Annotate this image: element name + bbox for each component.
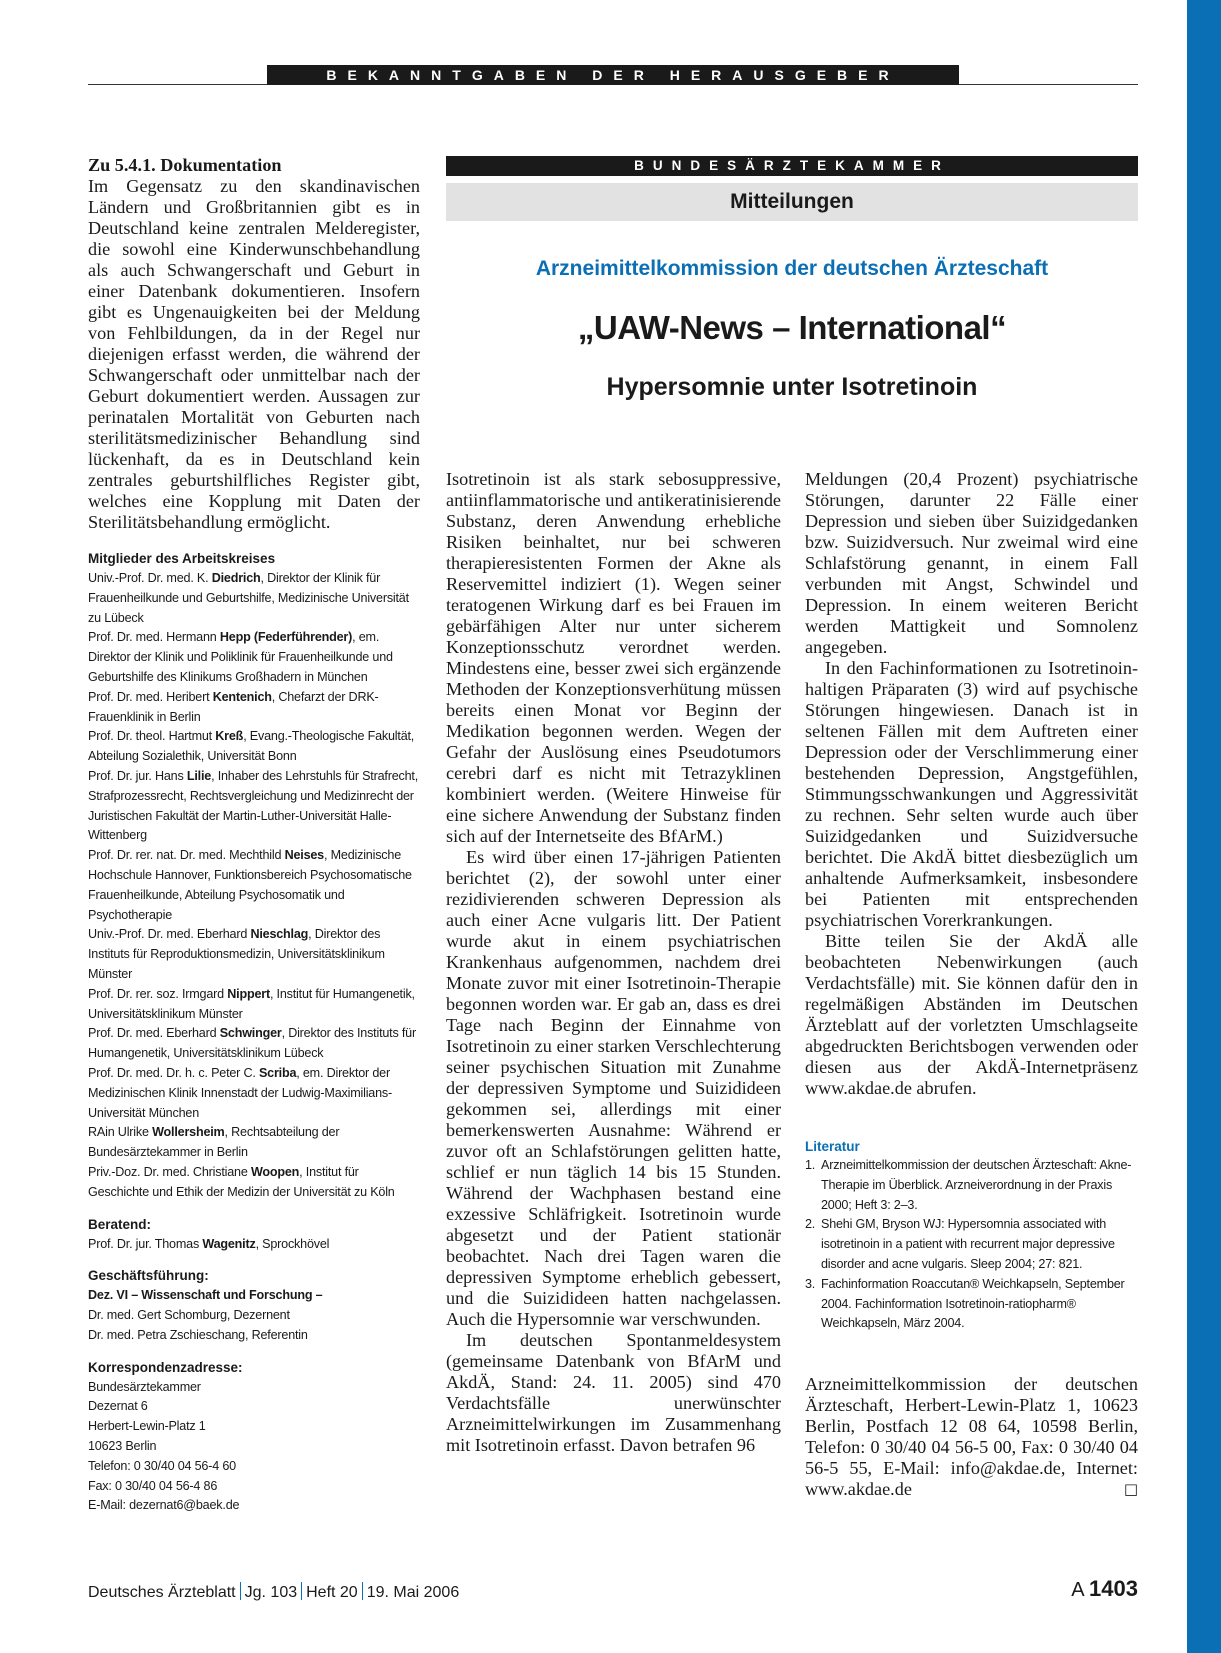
management-title: Geschäftsführung: xyxy=(88,1268,209,1284)
member-entry: Prof. Dr. med. Heribert Kentenich, Chefarzt der DRK-Frauenklinik in Berlin xyxy=(88,689,379,724)
article-category: Mitteilungen xyxy=(446,183,1138,221)
footer-issue: Heft 20 xyxy=(306,1584,358,1601)
member-entry: Prof. Dr. theol. Hartmut Kreß, Evang.-Theologische Fakultät, Abteilung Sozialethik, Universität Bonn xyxy=(88,729,415,764)
footer-date: 19. Mai 2006 xyxy=(366,1584,460,1601)
member-entry: Prof. Dr. rer. soz. Irmgard Nippert, Institut für Humangenetik, Universitätsklinikum Münster xyxy=(88,986,415,1021)
article-contact: Arzneimittelkommission der deutschen Ärzteschaft, Herbert-Lewin-Platz 1, 10623 Berlin, Postfach 12 08 64, 10598 Berlin, Telefon: 0 30/40 04 56-5 00, Fax: 0 30/40 04 56-5 55, E-Mail: info@akdae.de, Internet: www.akdae.de □ xyxy=(805,1374,1138,1500)
contact-line: Fax: 0 30/40 04 56-4 86 xyxy=(88,1478,218,1493)
article-paragraph: In den Fachinformationen zu Isotretinoin-haltigen Präparaten (3) wird auf psychische Störungen hingewiesen. Danach ist in seltenen Fällen mit dem Auftreten einer Depression oder der Verschlimmerung einer bestehenden Depression, Angstgefühlen, Stimmungsschwankungen und Aggressivität zu rechnen. Sehr selten wurde auch über Suizidgedanken und Suizidversuche berichtet. Die AkdÄ bittet diesbezüglich um anhaltende Aufmerksamkeit, insbesondere bei Patienten mit entsprechenden psychiatrischen Vorerkrankungen. xyxy=(805,658,1138,930)
left-column xyxy=(88,155,420,1516)
article-title: „UAW-News – International“ xyxy=(577,309,1007,346)
members-list xyxy=(88,569,420,1203)
contact-line: Dezernat 6 xyxy=(88,1399,148,1414)
member-entry: Prof. Dr. med. Hermann Hepp (Federführender), em. Direktor der Klinik und Poliklinik für Frauenheilkunde und Geburtshilfe des Klinikums Großhadern in München xyxy=(88,630,393,684)
contact-line: Herbert-Lewin-Platz 1 xyxy=(88,1419,206,1434)
article-header xyxy=(446,156,1138,402)
section-header: BEKANNTGABEN DER HERAUSGEBER xyxy=(267,65,959,85)
management-line-1: Dr. med. Gert Schomburg, Dezernent xyxy=(88,1308,290,1323)
page-number: A 1403 xyxy=(1071,1576,1138,1601)
member-entry: Priv.-Doz. Dr. med. Christiane Woopen, Institut für Geschichte und Ethik der Medizin der Universität zu Köln xyxy=(88,1164,395,1199)
member-entry: Prof. Dr. med. Eberhard Schwinger, Direktor des Instituts für Humangenetik, Universitätsklinikum Lübeck xyxy=(88,1026,416,1061)
member-entry: Prof. Dr. jur. Hans Lilie, Inhaber des Lehrstuhls für Strafrecht, Strafprozessrecht, Rechtsvergleichung und Medizinrecht der Juristischen Fakultät der Martin-Luther-Universität Halle-Wittenberg xyxy=(88,768,418,843)
contact-title: Korrespondenzadresse: xyxy=(88,1359,243,1375)
color-strip xyxy=(1187,0,1221,1653)
management-line-2: Dr. med. Petra Zschieschang, Referentin xyxy=(88,1327,308,1342)
article-organization: Arzneimittelkommission der deutschen Ärzteschaft xyxy=(535,257,1049,280)
end-mark: □ xyxy=(1123,1480,1138,1499)
article-paragraph: Meldungen (20,4 Prozent) psychiatrische Störungen, darunter 22 Fälle einer Depression und sieben über Suizidgedanken bzw. Suizidversuch. Nur zweimal wird eine Schlafstörung genannt, in einem Fall verbunden mit Angst, Schwindel und Depression. In einem weiteren Bericht werden Mattigkeit und Somnolenz angegeben. xyxy=(805,469,1138,657)
advisor-title: Beratend: xyxy=(88,1216,152,1232)
article-column-2 xyxy=(805,469,1138,1500)
article-paragraph: Es wird über einen 17-jährigen Patienten berichtet (2), der sowohl unter einer rezidivierenden schweren Depression als auch einer Acne vulgaris litt. Der Patient wurde akut in einem psychiatrischen Krankenhaus aufgenommen, nachdem drei Monate zuvor mit einer Isotretinoin-Therapie begonnen worden war. Er gab an, dass es drei Tage nach Beginn der Einnahme von Isotretinoin zu einer starken Verschlechterung seiner psychischen Situation mit Zunahme der depressiven Symptome und Suizidideen gekommen sei, allerdings mit einer bemerkenswerten Ausnahme: Während er zuvor oft an Schlafstörungen gelitten hatte, schlief er nun täglich 14 bis 15 Stunden. Während der Wachphasen bestand eine exzessive Schläfrigkeit. Isotretinoin wurde abgesetzt und der Patient stationär beobachtet. Nach drei Tagen waren die depressiven Symptome erheblich gebessert, und die Suizidideen hatten nachgelassen. Auch die Hypersomnie war verschwunden. xyxy=(446,847,781,1329)
contact-line: Bundesärztekammer xyxy=(88,1379,201,1394)
member-entry: RAin Ulrike Wollersheim, Rechtsabteilung der Bundesärztekammer in Berlin xyxy=(88,1125,340,1160)
section-body: Im Gegensatz zu den skandinavischen Ländern und Großbritannien gibt es in Deutschland keine zentralen Melderegister, die sowohl eine Kinderwunschbehandlung als auch Schwangerschaft und Geburt in einer Datenbank dokumentieren. Insofern gibt es Ungenauigkeiten bei der Meldung von Fehlbildungen, da in der Regel nur diejenigen erfasst werden, die während der Schwangerschaft oder unmittelbar nach der Geburt dokumentiert werden. Aussagen zur perinatalen Mortalität von Geburten nach sterilitätsmedizinischer Behandlung sind lückenhaft, da es in Deutschland kein zentrales geburtshilfliches Register gibt, welches eine Kopplung mit Daten der Sterilitätsbehandlung ermöglicht. xyxy=(88,176,420,532)
article-section-bar: BUNDESÄRZTEKAMMER xyxy=(446,156,1138,176)
footer-journal: Deutsches Ärzteblatt xyxy=(88,1584,236,1601)
footer-citation xyxy=(88,1582,459,1602)
member-entry: Univ.-Prof. Dr. med. K. Diedrich, Direktor der Klinik für Frauenheilkunde und Geburtshilfe, Medizinische Universität zu Lübeck xyxy=(88,571,409,625)
contact-line: Telefon: 0 30/40 04 56-4 60 xyxy=(88,1458,236,1473)
article-paragraph: Isotretinoin ist als stark sebosuppressive, antiinflammatorische und antikeratinisierende Substanz, deren Anwendung erhebliche Risiken beinhaltet, nur bei schweren therapieresistenten Formen der Akne als Reservemittel indiziert (1). Wegen seiner teratogenen Wirkung darf es bei Frauen im gebärfähigen Alter nur unter sicherem Konzeptionsschutz verordnet werden. Mindestens eine, besser zwei sich ergänzende Methoden der Konzeptionsverhütung müssen bereits einen Monat vor Beginn der Medikation begonnen werden. Wegen der Gefahr der Auslösung eines Pseudotumors cerebri darf es nicht mit Tetrazyklinen kombiniert werden. (Weitere Hinweise für eine sichere Anwendung der Substanz finden sich auf der Internetseite des BfArM.) xyxy=(446,469,781,846)
literature-list xyxy=(805,1156,1138,1334)
literature-item: 2. Shehi GM, Bryson WJ: Hypersomnia associated with isotretinoin in a patient with recurrent major depressive disorder and acne vulgaris. Sleep 2004; 27: 821. xyxy=(805,1217,1115,1271)
contact-line: E-Mail: dezernat6@baek.de xyxy=(88,1498,240,1513)
members-title: Mitglieder des Arbeitskreises xyxy=(88,551,276,566)
footer-volume: Jg. 103 xyxy=(244,1584,298,1601)
article-column-1 xyxy=(446,469,781,1456)
literature-item: 1. Arzneimittelkommission der deutschen Ärzteschaft: Akne-Therapie im Überblick. Arzneiverordnung in der Praxis 2000; Heft 3: 2–3. xyxy=(805,1158,1132,1212)
advisor: Prof. Dr. jur. Thomas Wagenitz, Sprockhövel xyxy=(88,1236,330,1251)
article-paragraph: Bitte teilen Sie der AkdÄ alle beobachteten Nebenwirkungen (auch Verdachtsfälle) mit. Sie können dafür den in regelmäßigen Abständen im Deutschen Ärzteblatt auf der vorletzten Umschlagseite abgedruckten Berichtsbogen verwenden oder diesen aus der AkdÄ-Internetpräsenz www.akdae.de abrufen. xyxy=(805,931,1138,1098)
literature-item: 3. Fachinformation Roaccutan® Weichkapseln, September 2004. Fachinformation Isotretinoin-ratiopharm® Weichkapseln, März 2004. xyxy=(805,1276,1125,1331)
member-entry: Prof. Dr. rer. nat. Dr. med. Mechthild Neises, Medizinische Hochschule Hannover, Funktionsbereich Psychosomatische Frauenheilkunde, Abteilung Psychosomatik und Psychotherapie xyxy=(88,848,412,922)
article-subtitle: Hypersomnie unter Isotretinoin xyxy=(606,373,978,401)
literature-title: Literatur xyxy=(805,1139,860,1154)
section-heading: Zu 5.4.1. Dokumentation xyxy=(88,155,282,175)
contact-line: 10623 Berlin xyxy=(88,1439,157,1454)
member-entry: Univ.-Prof. Dr. med. Eberhard Nieschlag, Direktor des Instituts für Reproduktionsmedizin, Universitätsklinikum Münster xyxy=(88,927,385,981)
management-dept: Dez. VI – Wissenschaft und Forschung – xyxy=(88,1288,323,1303)
article-paragraph: Im deutschen Spontanmeldesystem (gemeinsame Datenbank von BfArM und AkdÄ, Stand: 24. 11. 2005) sind 470 Verdachtsfälle unerwünschter Arzneimittelwirkungen im Zusammenhang mit Isotretinoin erfasst. Davon betrafen 96 xyxy=(446,1330,781,1455)
member-entry: Prof. Dr. med. Dr. h. c. Peter C. Scriba, em. Direktor der Medizinischen Klinik Innenstadt der Ludwig-Maximilians-Universität München xyxy=(88,1065,392,1120)
